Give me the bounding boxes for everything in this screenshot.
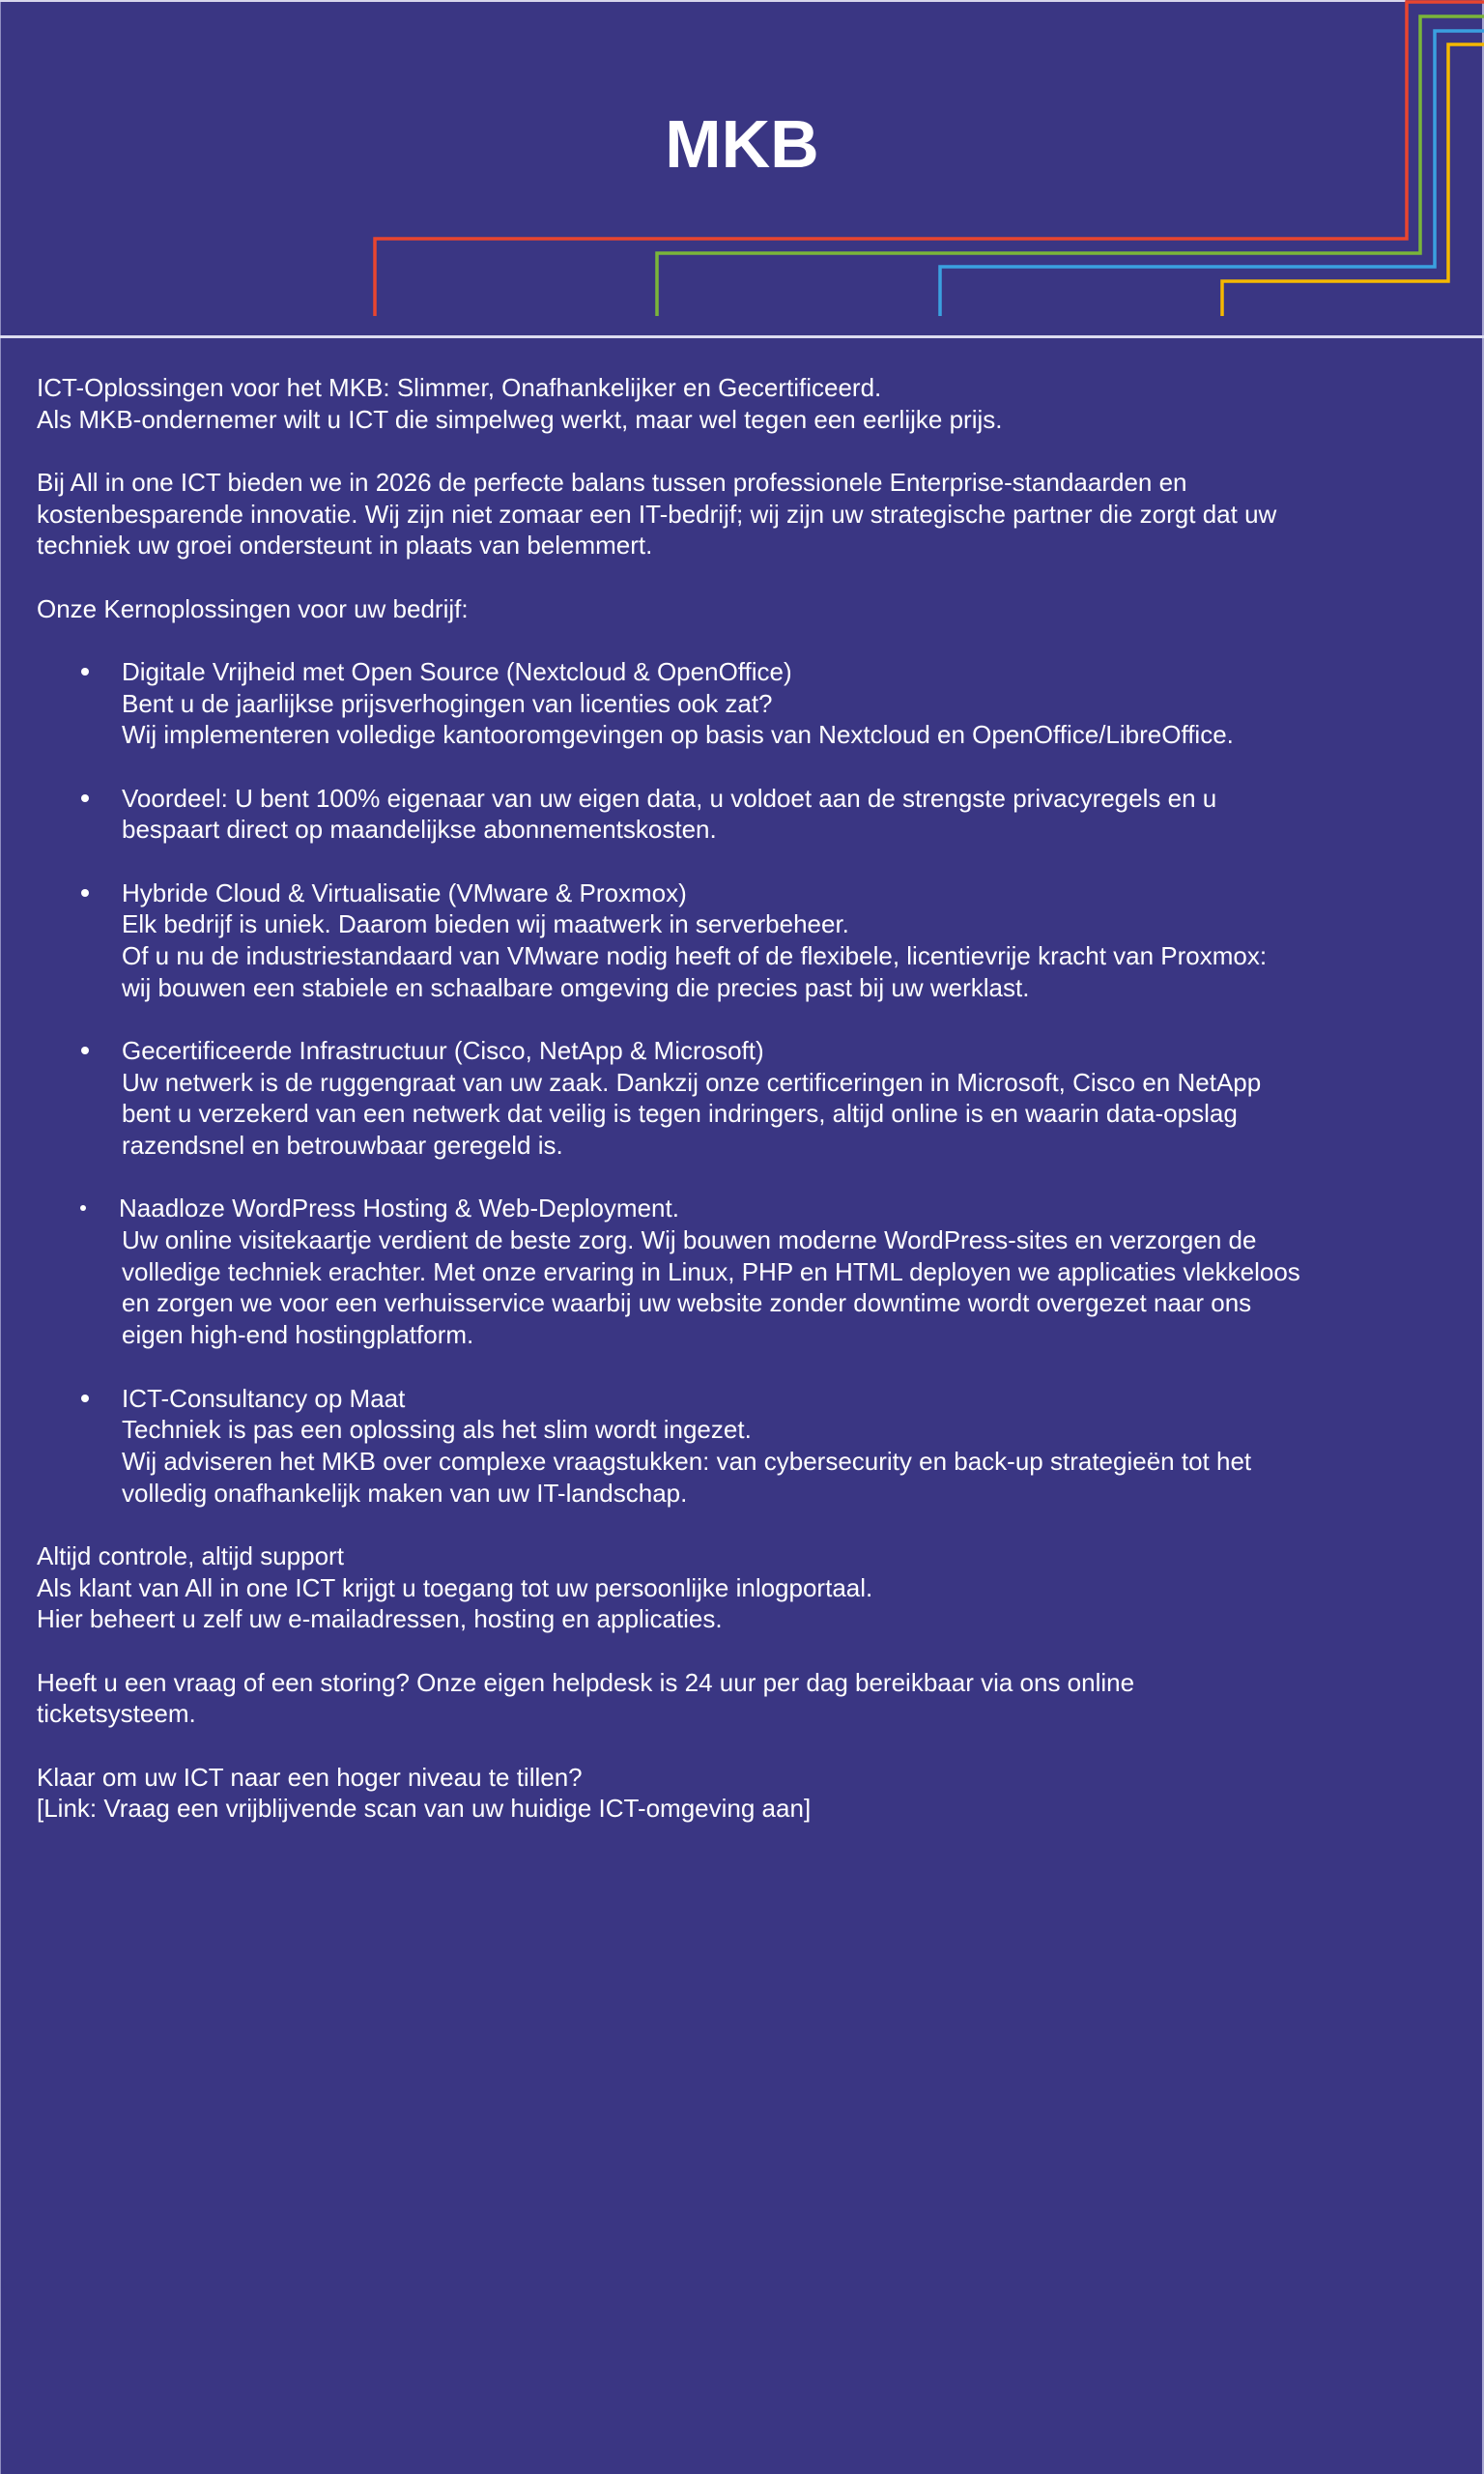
solution-title: Hybride Cloud & Virtualisatie (VMware & Proxmox) [122, 877, 687, 907]
intro-tagline: Als MKB-ondernemer wilt u ICT die simpelweg werkt, maar wel tegen een eerlijke prijs. [37, 404, 1003, 434]
solutions-heading: Onze Kernoplossingen voor uw bedrijf: [37, 593, 469, 623]
spacer [0, 1509, 1484, 1540]
solution-title-line [0, 877, 1484, 909]
solution-title-line [0, 656, 1484, 688]
spacer [0, 435, 1484, 467]
solution-item-voordeel [0, 783, 1484, 877]
intro-heading: ICT-Oplossingen voor het MKB: Slimmer, Onafhankelijker en Gecertificeerd. [37, 373, 882, 402]
solution-title: ICT-Consultancy op Maat [122, 1383, 406, 1413]
cta-question: Klaar om uw ICT naar een hoger niveau te tillen? [37, 1762, 583, 1792]
intro-section [0, 372, 1484, 656]
support-heading: Altijd controle, altijd support [37, 1540, 344, 1570]
solution-title-line [0, 783, 1484, 815]
spacer [0, 1635, 1484, 1667]
solution-text-line: Wij adviseren het MKB over complexe vraagstukken: van cybersecurity en back-up strategieën tot het [122, 1446, 1252, 1476]
solution-title: Digitale Vrijheid met Open Source (Nextcloud & OpenOffice) [122, 657, 792, 687]
support-text-line: Als klant van All in one ICT krijgt u toegang tot uw persoonlijke inlogportaal. [37, 1572, 873, 1602]
solutions-list [0, 656, 1484, 1540]
bullet-icon [81, 794, 89, 802]
spacer [0, 1730, 1484, 1762]
solution-text-line: Uw netwerk is de ruggengraat van uw zaak. Dankzij onze certificeringen in Microsoft, Cisco en NetApp [122, 1067, 1262, 1097]
page-content [0, 372, 1484, 1825]
solution-title-line [0, 1383, 1484, 1415]
solution-title: Voordeel: U bent 100% eigenaar van uw eigen data, u voldoet aan de strengste privacyregels en u [122, 783, 1217, 813]
solution-text-line: razendsnel en betrouwbaar geregeld is. [122, 1131, 563, 1161]
bullet-icon [81, 1395, 89, 1402]
bullet-icon [81, 668, 89, 676]
solution-text-line: volledig onafhankelijk maken van uw IT-landschap. [122, 1478, 688, 1508]
spacer [0, 624, 1484, 656]
spacer [0, 1351, 1484, 1383]
bullet-icon [81, 1047, 89, 1054]
intro-paragraph-line: Bij All in one ICT bieden we in 2026 de perfecte balans tussen professionele Enterprise-standaarden en [37, 468, 1187, 498]
solution-text-line: bespaart direct op maandelijkse abonnementskosten. [122, 815, 717, 845]
solution-title: Gecertificeerde Infrastructuur (Cisco, NetApp & Microsoft) [122, 1036, 764, 1066]
solution-item-infrastructure [0, 1035, 1484, 1193]
solution-title-line [0, 1193, 1484, 1224]
spacer [0, 1162, 1484, 1194]
solution-text-line: bent u verzekerd van een netwerk dat veilig is tegen indringers, altijd online is en waarin data-opslag [122, 1099, 1238, 1129]
spacer [0, 846, 1484, 877]
solution-text-line: eigen high-end hostingplatform. [122, 1320, 474, 1350]
intro-paragraph-line: techniek uw groei ondersteunt in plaats van belemmert. [37, 531, 653, 561]
solution-item-wordpress [0, 1193, 1484, 1382]
cta-section [0, 1762, 1484, 1825]
bullet-icon [80, 1205, 86, 1211]
solution-text-line: Of u nu de industriestandaard van VMware nodig heeft of de flexibele, licentievrije kracht van Proxmox: [122, 941, 1268, 971]
header-divider [0, 335, 1484, 338]
support-section [0, 1540, 1484, 1762]
solution-title: Naadloze WordPress Hosting & Web-Deployment. [119, 1194, 679, 1223]
solution-item-open-source [0, 656, 1484, 783]
solution-text-line: Elk bedrijf is uniek. Daarom bieden wij maatwerk in serverbeheer. [122, 909, 849, 939]
solution-text-line: Techniek is pas een oplossing als het slim wordt ingezet. [122, 1415, 752, 1445]
solution-item-consultancy [0, 1383, 1484, 1540]
cta-link[interactable]: [Link: Vraag een vrijblijvende scan van uw huidige ICT-omgeving aan] [37, 1794, 812, 1824]
spacer [0, 751, 1484, 783]
solution-item-hybrid-cloud [0, 877, 1484, 1035]
helpdesk-text-line: ticketsysteem. [37, 1699, 196, 1729]
solution-text-line: Bent u de jaarlijkse prijsverhogingen van licenties ook zat? [122, 688, 773, 718]
bullet-icon [81, 889, 89, 897]
helpdesk-text-line: Heeft u een vraag of een storing? Onze eigen helpdesk is 24 uur per dag bereikbaar via ons online [37, 1667, 1135, 1697]
solution-text-line: en zorgen we voor een verhuisservice waarbij uw website zonder downtime wordt overgezet naar ons [122, 1288, 1252, 1318]
spacer [0, 561, 1484, 593]
spacer [0, 1003, 1484, 1035]
support-text-line: Hier beheert u zelf uw e-mailadressen, hosting en applicaties. [37, 1604, 723, 1634]
page-title: MKB [665, 106, 819, 182]
solution-text-line: Uw online visitekaartje verdient de beste zorg. Wij bouwen moderne WordPress-sites en verzorgen de [122, 1225, 1257, 1255]
solution-text-line: Wij implementeren volledige kantooromgevingen op basis van Nextcloud en OpenOffice/LibreOffice. [122, 720, 1234, 750]
solution-text-line: volledige techniek erachter. Met onze ervaring in Linux, PHP en HTML deployen we applicaties vlekkeloos [122, 1256, 1300, 1286]
intro-paragraph-line: kostenbesparende innovatie. Wij zijn niet zomaar een IT-bedrijf; wij zijn uw strategische partner die zorgt dat uw [37, 499, 1277, 529]
solution-title-line [0, 1035, 1484, 1067]
solution-text-line: wij bouwen een stabiele en schaalbare omgeving die precies past bij uw werklast. [122, 972, 1030, 1002]
